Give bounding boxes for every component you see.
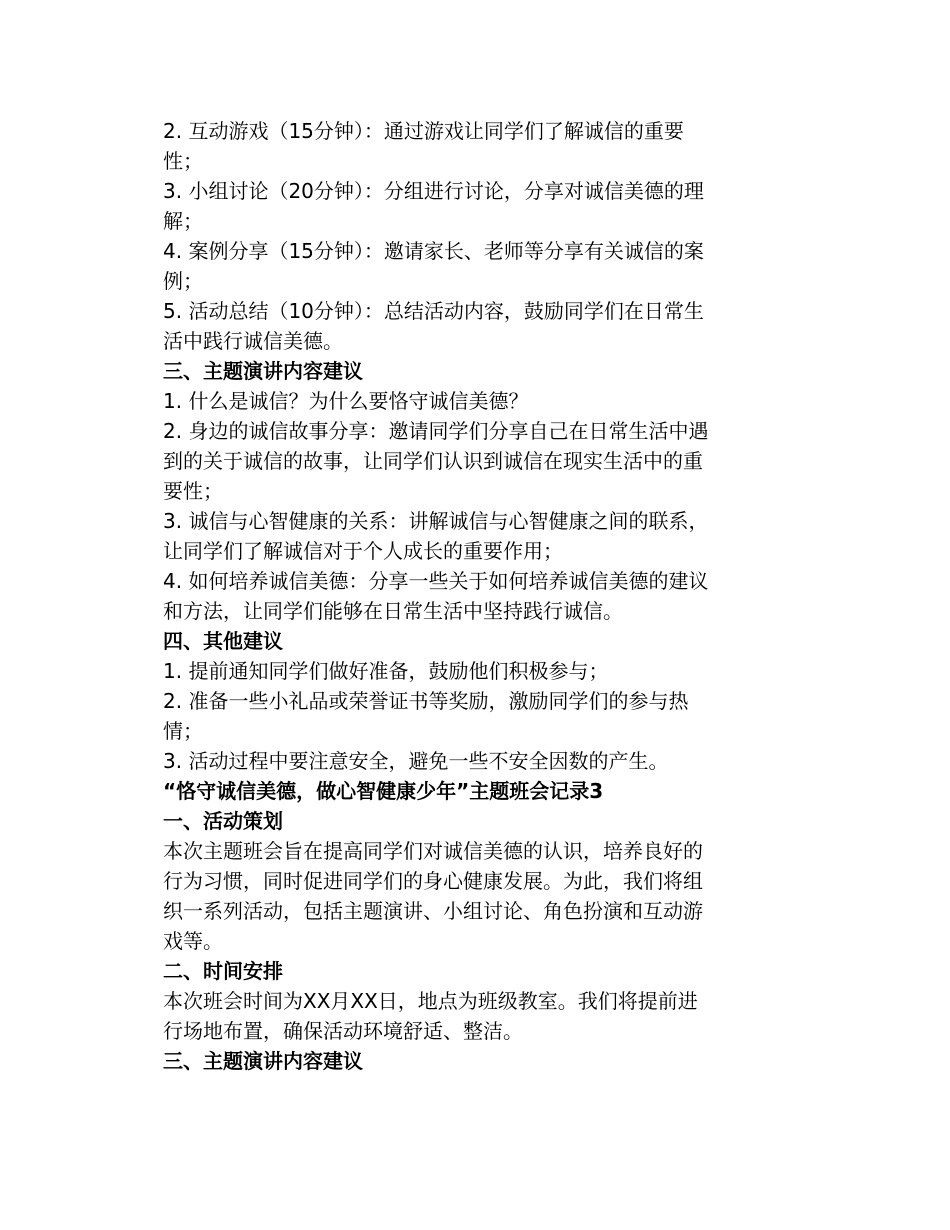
text-line: 和方法，让同学们能够在日常生活中坚持践行诚信。 [163,599,623,623]
text-line: 行场地布置，确保活动环境舒适、整洁。 [163,1019,523,1043]
text-line: 性； [163,149,203,173]
text-line: 5. 活动总结（10分钟）：总结活动内容，鼓励同学们在日常生 [163,299,704,323]
text-line: 行为习惯，同时促进同学们的身心健康发展。为此，我们将组 [163,869,703,893]
section-heading: 一、活动策划 [163,809,283,833]
text-line: 要性； [163,479,223,503]
section-heading: 二、时间安排 [163,959,283,983]
text-line: 织一系列活动，包括主题演讲、小组讨论、角色扮演和互动游 [163,899,703,923]
text-line: 到的关于诚信的故事，让同学们认识到诚信在现实生活中的重 [163,449,703,473]
text-line: 3. 小组讨论（20分钟）：分组进行讨论，分享对诚信美德的理 [163,179,704,203]
text-line: 解； [163,209,203,233]
text-line: 1. 什么是诚信？为什么要恪守诚信美德？ [163,389,529,413]
text-line: 2. 准备一些小礼品或荣誉证书等奖励，激励同学们的参与热 [163,689,689,713]
text-line: 2. 互动游戏（15分钟）：通过游戏让同学们了解诚信的重要 [163,119,684,143]
text-line: 情； [163,719,203,743]
text-line: 例； [163,269,203,293]
text-line: 4. 如何培养诚信美德：分享一些关于如何培养诚信美德的建议 [163,569,709,593]
text-line: 3. 诚信与心智健康的关系：讲解诚信与心智健康之间的联系， [163,509,709,533]
text-line: 4. 案例分享（15分钟）：邀请家长、老师等分享有关诚信的案 [163,239,704,263]
text-line: 本次主题班会旨在提高同学们对诚信美德的认识，培养良好的 [163,839,703,863]
document-page [163,116,788,1076]
section-heading: “恪守诚信美德，做心智健康少年”主题班会记录3 [163,779,604,803]
text-line: 活中践行诚信美德。 [163,329,343,353]
section-heading: 四、其他建议 [163,629,283,653]
text-line: 2. 身边的诚信故事分享：邀请同学们分享自己在日常生活中遇 [163,419,709,443]
text-line: 1. 提前通知同学们做好准备，鼓励他们积极参与； [163,659,609,683]
text-line: 让同学们了解诚信对于个人成长的重要作用； [163,539,563,563]
text-line: 本次班会时间为XX月XX日，地点为班级教室。我们将提前进 [163,989,698,1013]
section-heading: 三、主题演讲内容建议 [163,1049,363,1073]
text-line: 3. 活动过程中要注意安全，避免一些不安全因数的产生。 [163,749,669,773]
text-line: 戏等。 [163,929,223,953]
section-heading: 三、主题演讲内容建议 [163,359,363,383]
